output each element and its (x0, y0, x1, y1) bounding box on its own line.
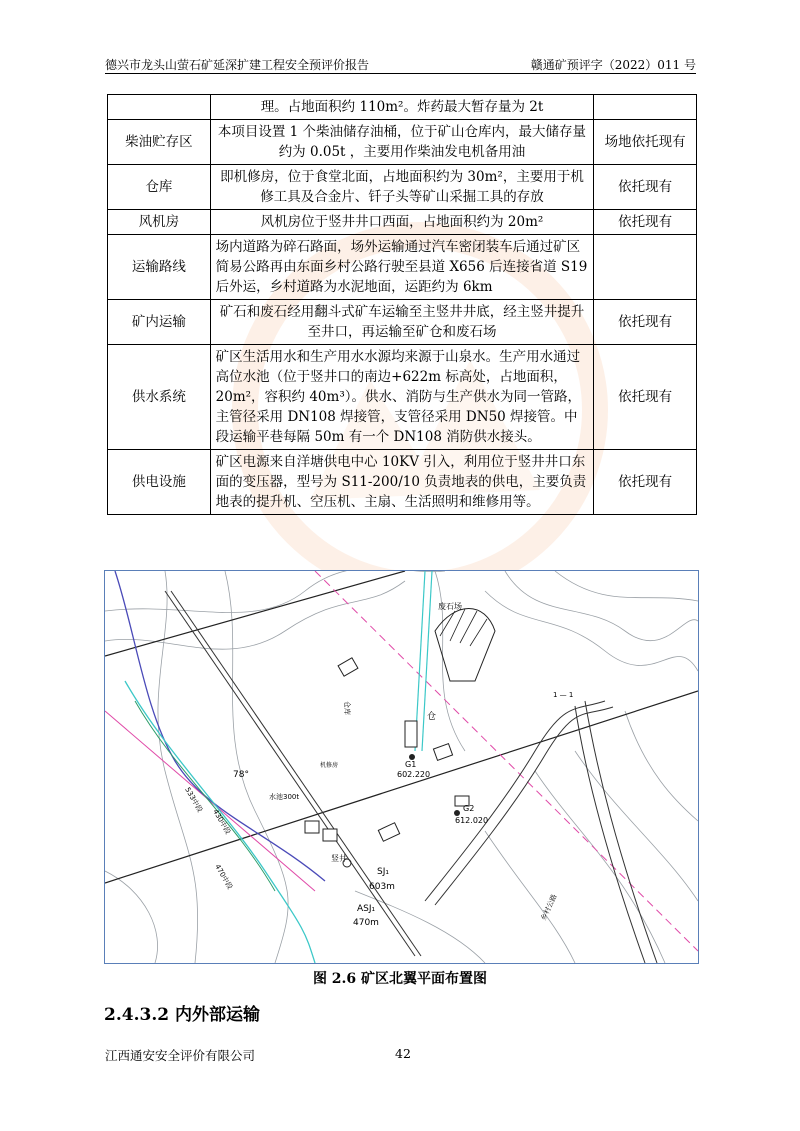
table-row (108, 450, 697, 515)
table-cell-name: 供电设施 (108, 450, 211, 515)
table-cell-note: 依托现有 (594, 165, 697, 210)
label-warehouse: 仓库 (343, 701, 351, 715)
table-row (108, 300, 697, 345)
label-g1: G1 (405, 760, 417, 769)
table-cell-desc: 本项目设置 1 个柴油储存油桶，位于矿山仓库内，最大储存量约为 0.05t ，主要用作柴油发电机备用油 (210, 120, 594, 165)
label-shaft: 竖井 (331, 854, 347, 863)
facilities-table (107, 94, 697, 515)
footer-company: 江西通安安全评价有限公司 (105, 1048, 256, 1063)
table-row (108, 235, 697, 300)
table-cell-note: 依托现有 (594, 210, 697, 235)
table-cell-name: 柴油贮存区 (108, 120, 211, 165)
label-level-470: 470中段 (213, 863, 234, 891)
table-cell-desc: 场内道路为碎石路面，场外运输通过汽车密闭装车后通过矿区简易公路再由东面乡村公路行驶至县道 X656 后连接省道 S19 后外运，乡村道路为水泥地面，运距约为 6km (210, 235, 594, 300)
label-repair-shop: 机修房 (320, 762, 339, 769)
table-cell-note (594, 95, 697, 120)
table-row (108, 165, 697, 210)
table-cell-name (108, 95, 211, 120)
section-heading: 2.4.3.2 内外部运输 (104, 1005, 260, 1025)
table-cell-desc: 矿区生活用水和生产用水水源均来源于山泉水。生产用水通过高位水池（位于竖井口的南边+622m 标高处，占地面积，20m²，容积约 40m³）。供水、消防与生产供水为同一管路，主管径采用 DN108 焊接管，支管径采用 DN50 焊接管。中段运输平巷每隔 50m 有一个 DN108 消防供水接头。 (210, 345, 594, 450)
table-cell-name: 矿内运输 (108, 300, 211, 345)
figure-caption: 图 2.6 矿区北翼平面布置图 (312, 971, 488, 987)
label-pool: 水池300t (269, 793, 300, 801)
site-layout-map (104, 570, 699, 964)
label-road: 乡村公路 (539, 893, 559, 922)
label-angle: 78° (233, 770, 249, 780)
table-cell-name: 风机房 (108, 210, 211, 235)
table-cell-desc: 矿区电源来自洋塘供电中心 10KV 引入，利用位于竖井井口东面的变压器，型号为 S11-200/10 负责地表的供电，主要负责地表的提升机、空压机、主扇、生活照明和维修用等。 (210, 450, 594, 515)
label-asj1: ASJ₁ (357, 904, 376, 914)
table-row (108, 95, 697, 120)
label-sj1-depth: 603m (369, 882, 395, 892)
label-sj1: SJ₁ (377, 867, 389, 877)
table-row (108, 345, 697, 450)
table-row (108, 120, 697, 165)
table-cell-desc: 即机修房，位于食堂北面，占地面积约为 30m²，主要用于机修工具及合金片、钎子头等矿山采掘工具的存放 (210, 165, 594, 210)
label-g2: G2 (463, 804, 475, 813)
label-asj1-depth: 470m (353, 918, 379, 928)
table-cell-name: 供水系统 (108, 345, 211, 450)
table-cell-note (594, 235, 697, 300)
table-cell-desc: 理。占地面积约 110m²。炸药最大暂存量为 2t (210, 95, 594, 120)
page-number: 42 (395, 1046, 411, 1061)
table-cell-desc: 矿石和废石经用翻斗式矿车运输至主竖井井底，经主竖井提升至井口，再运输至矿仓和废石场 (210, 300, 594, 345)
table-cell-name: 仓库 (108, 165, 211, 210)
contour-lines (105, 571, 698, 963)
table-cell-note: 依托现有 (594, 450, 697, 515)
table-cell-desc: 风机房位于竖井井口西面，占地面积约为 20m² (210, 210, 594, 235)
header-title: 德兴市龙头山萤石矿延深扩建工程安全预评价报告 (105, 58, 370, 72)
header-rule (105, 73, 696, 74)
table-row (108, 210, 697, 235)
label-section-1-1: 1 — 1 (553, 691, 574, 699)
table-cell-note: 依托现有 (594, 345, 697, 450)
label-g1-elev: 602.220 (397, 770, 431, 779)
table-cell-note: 场地依托现有 (594, 120, 697, 165)
label-waste-dump: 废石场 (438, 602, 462, 611)
label-g2-elev: 612.020 (455, 816, 489, 825)
table-cell-note: 依托现有 (594, 300, 697, 345)
table-cell-name: 运输路线 (108, 235, 211, 300)
label-level-533: 533中段 (183, 786, 204, 814)
label-cang: 仓 (427, 712, 437, 722)
label-level-430: 430中段 (211, 808, 232, 836)
header-report-number: 赣通矿预评字（2022）011 号 (530, 58, 696, 72)
